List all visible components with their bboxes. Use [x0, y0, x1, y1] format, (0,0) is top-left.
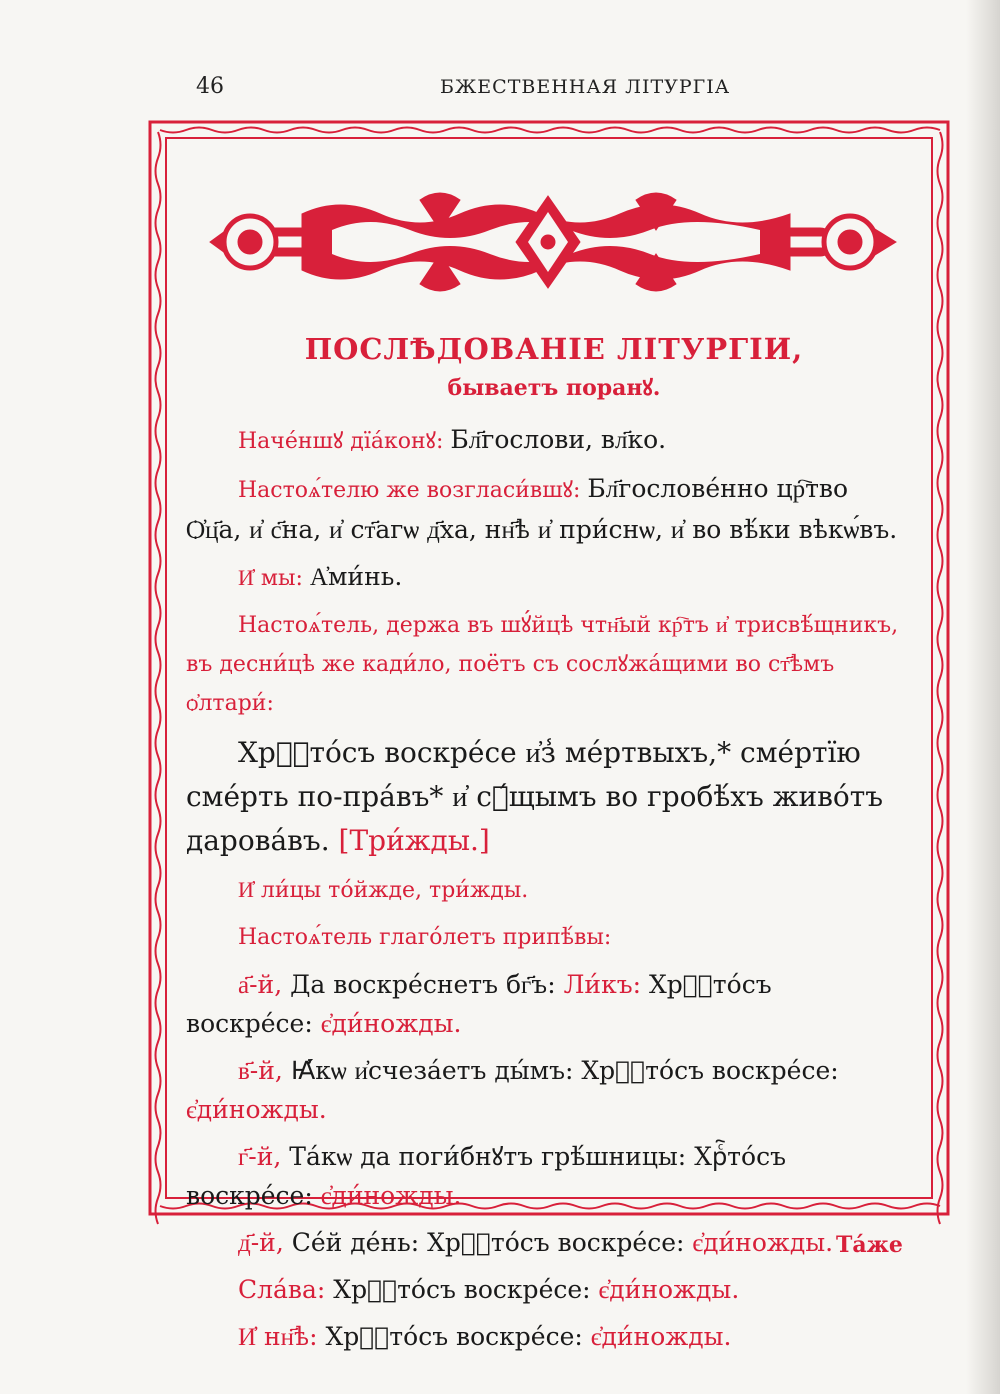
verse-number: а҃-й,	[238, 970, 291, 999]
verse-now	[186, 1317, 902, 1356]
verse-end: є҆ди́ножды.	[320, 1009, 462, 1038]
rubric: Настоѧ́телю же возгласи́вшꙋ:	[238, 478, 588, 503]
section-subheading: бываетъ поранꙋ.	[447, 375, 661, 401]
verse-text: Се́й де́нь:	[291, 1228, 428, 1257]
troparion-text: Хрⷭ҇то́съ воскре́се и҆з̾ ме́ртвыхъ,* сме́ртїю сме́рть по-пра́въ* и҆ сꙋ́щымъ во гробѣ́хъ живо́тъ дарова́въ.	[186, 736, 884, 857]
verse-lead: Сла́ва:	[238, 1275, 334, 1304]
rubric-line-7: Настоѧ́тель глаго́летъ припѣ́вы:	[238, 925, 612, 950]
verse-refrain: Хрⷭ҇то́съ воскре́се:	[333, 1275, 599, 1304]
verse-end: є҆ди́ножды.	[692, 1228, 834, 1257]
verse-3	[186, 1137, 902, 1215]
verse-text: Да воскре́снетъ бг҃ъ:	[290, 970, 564, 999]
verse-end: є҆ди́ножды.	[320, 1181, 462, 1210]
verse-lead: И҆ нн҃ѣ:	[238, 1322, 326, 1351]
verse-number: д҃-й,	[238, 1228, 292, 1257]
verse-4	[186, 1223, 902, 1262]
verse-glory	[186, 1270, 902, 1309]
verse-number: г҃-й,	[238, 1142, 290, 1171]
text: Бл҃гослови, вл҃ко.	[450, 425, 667, 454]
troparion-note: [Три́жды.]	[329, 824, 490, 857]
vine-wave	[156, 132, 161, 1224]
text-line-1	[186, 420, 902, 461]
rubric: И҆ мы:	[238, 566, 310, 591]
verse-text: Ꙗ҆́кѡ и҆счеза́етъ ды́мъ:	[290, 1056, 582, 1085]
text-line-2	[186, 469, 902, 549]
rubric-line-6: И҆ ли́цы то́йжде, три́жды.	[238, 878, 529, 903]
verse-text: Тáкѡ да поги́бнꙋтъ грѣ́шницы:	[289, 1142, 695, 1171]
verse-end: є҆ди́ножды.	[186, 1095, 327, 1124]
verse-1	[186, 965, 902, 1043]
page-number: 46	[196, 74, 224, 99]
vine-wave	[938, 132, 943, 1224]
verse-refrain: Хрⷭ҇то́съ воскре́се:	[325, 1322, 591, 1351]
section-heading: ПОСЛѢДОВАНІЕ ЛІТУРГІИ,	[304, 332, 804, 366]
verse-end: є҆ди́ножды.	[590, 1322, 732, 1351]
verse-end: є҆ди́ножды.	[598, 1275, 740, 1304]
rubric-line-4: Настоѧ́тель, держа въ шꙋ́йцѣ чтн҃ый кр҇тъ и҆ трисвѣ́щникъ, въ десни́цѣ же кади́ло, поётъ съ сослꙋжáщими во ст҃ѣмъ ѻ҆лтари́:	[186, 613, 899, 716]
verse-refrain: Хрⷭ҇то́съ воскре́се:	[186, 1142, 786, 1210]
text: Бл҃гословéнно цр҇тво Ѻ҆ц҃а, и҆ с҃на, и҆ ст҃агѡ д҃ха, нн҃ѣ и҆ при́снѡ, и҆ во вѣ́ки вѣкѡ́въ.	[186, 474, 898, 544]
verse-refrain: Хрⷭ҇то́съ воскре́се:	[186, 970, 772, 1038]
verse-2	[186, 1051, 902, 1129]
verse-number: в҃-й,	[238, 1056, 291, 1085]
rubric: Начéншꙋ дїáконꙋ:	[238, 429, 451, 454]
headpiece-ornament	[210, 193, 896, 291]
catchword: Та́же	[836, 1232, 903, 1258]
troparion	[186, 731, 902, 863]
running-title: БЖЕСТВЕННАЯ ЛІТУРГІА	[440, 76, 731, 98]
text: А҆ми́нь.	[309, 562, 403, 591]
vine-wave	[160, 128, 940, 133]
verse-refrain: Хрⷭ҇то́съ воскре́се:	[581, 1056, 839, 1085]
verse-refrain: Хрⷭ҇то́съ воскре́се:	[427, 1228, 693, 1257]
liturgy-text	[186, 318, 902, 1364]
verse-lik: Ли́къ:	[563, 970, 649, 999]
text-line-3	[186, 557, 902, 598]
